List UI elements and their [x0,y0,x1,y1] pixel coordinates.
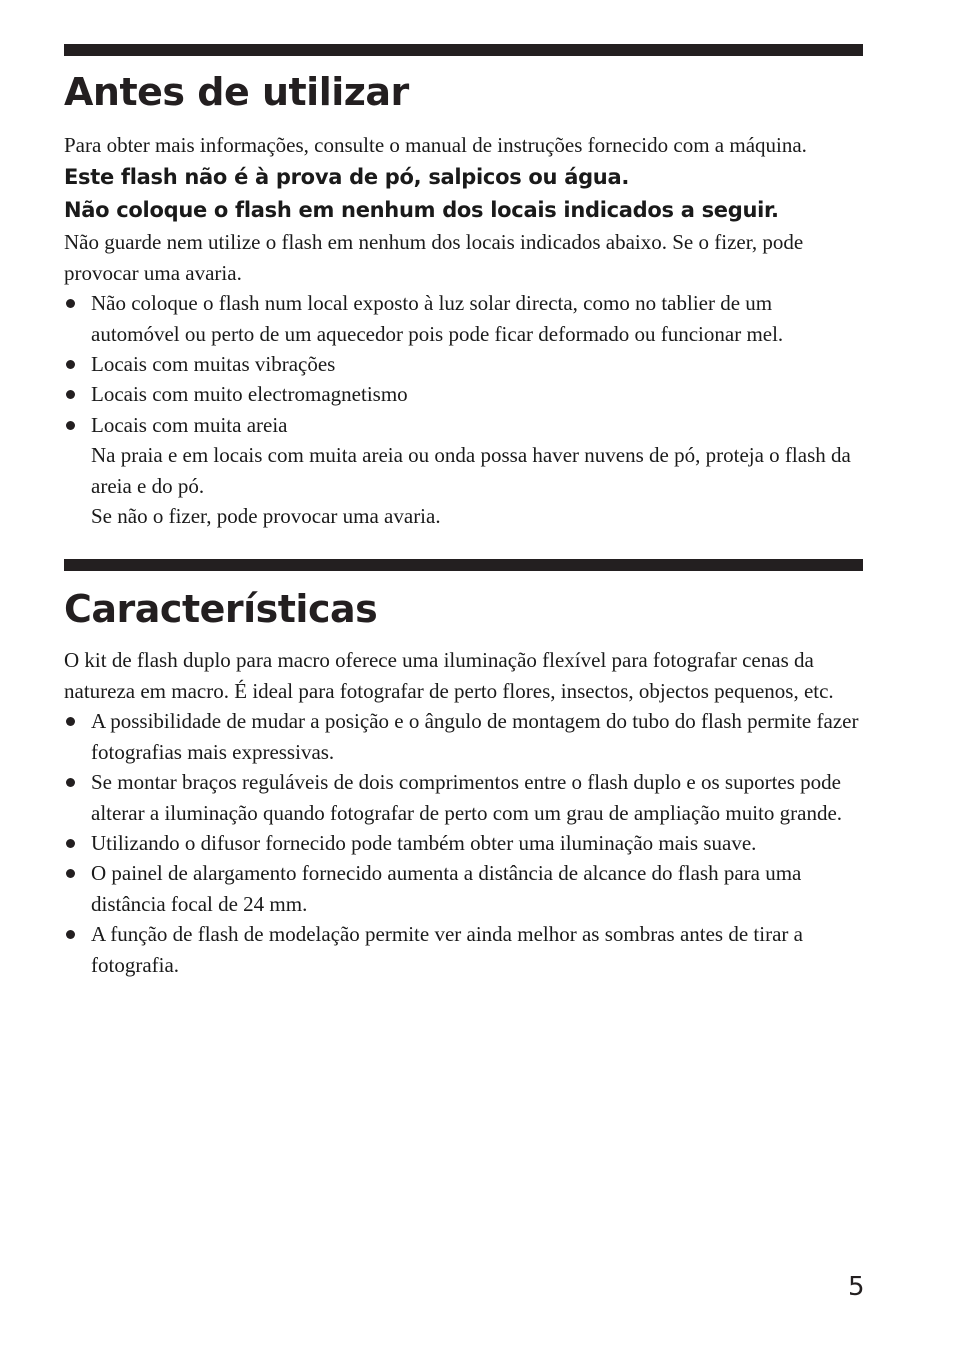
section-rule [64,44,863,56]
list-item: Locais com muitas vibrações [64,349,863,379]
section-rule [64,559,863,571]
list-item: Não coloque o flash num local exposto à luz solar directa, como no tablier de um automóvel ou perto de um aquecedor pois pode ficar deformado ou funcionar mel. [64,288,863,349]
warning-paragraph: Não guarde nem utilize o flash em nenhum dos locais indicados abaixo. Se o fizer, pode provocar uma avaria. [64,230,804,285]
sand-note-2: Se não o fizer, pode provocar uma avaria. [91,504,441,529]
bullet-icon [66,299,75,308]
features-list [64,706,863,980]
document-page [64,0,863,980]
list-item: A possibilidade de mudar a posição e o ângulo de montagem do tubo do flash permite fazer fotografias mais expressivas. [64,706,863,767]
list-item: Locais com muita areia Na praia e em locais com muita areia ou onda possa haver nuvens de pó, proteja o flash da areia e do pó. Se não o fizer, pode provocar uma avaria. [64,410,863,532]
bullet-icon [66,869,75,878]
warning-heading-2: Não coloque o flash em nenhum dos locais indicados a seguir. [64,198,779,223]
list-item: O painel de alargamento fornecido aumenta a distância de alcance do flash para uma distância focal de 24 mm. [64,858,863,919]
sand-note: Na praia e em locais com muita areia ou onda possa haver nuvens de pó, proteja o flash da areia e do pó. [91,443,851,498]
bullet-icon [66,717,75,726]
bullet-icon [66,839,75,848]
locations-list [64,288,863,531]
list-item: Se montar braços reguláveis de dois comprimentos entre o flash duplo e os suportes pode alterar a iluminação quando fotografar de perto com um grau de ampliação muito grande. [64,767,863,828]
warning-heading-1: Este flash não é à prova de pó, salpicos ou água. [64,165,629,190]
section-title-antes: Antes de utilizar [64,70,409,114]
bullet-icon [66,360,75,369]
bullet-icon [66,778,75,787]
intro-paragraph: Para obter mais informações, consulte o manual de instruções fornecido com a máquina. [64,133,807,157]
features-intro: O kit de flash duplo para macro oferece uma iluminação flexível para fotografar cenas da natureza em macro. É ideal para fotografar de perto flores, insectos, objectos pequenos, etc. [64,648,834,703]
section-title-caracteristicas: Características [64,587,378,632]
list-item: A função de flash de modelação permite ver ainda melhor as sombras antes de tirar a fotografia. [64,919,863,980]
bullet-icon [66,390,75,399]
list-item: Utilizando o difusor fornecido pode também obter uma iluminação mais suave. [64,828,863,858]
list-item: Locais com muito electromagnetismo [64,379,863,409]
page-number: 5 [848,1272,865,1302]
bullet-icon [66,930,75,939]
bullet-icon [66,421,75,430]
